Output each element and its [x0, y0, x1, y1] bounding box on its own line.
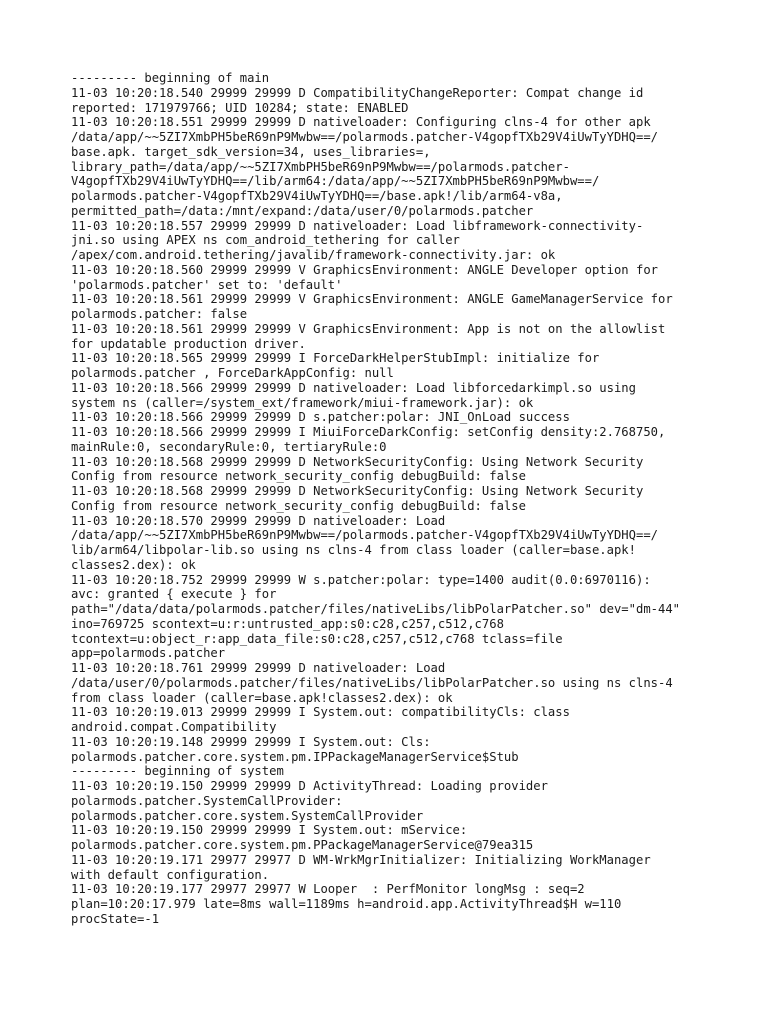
log-line: 11-03 10:20:18.540 29999 29999 D CompatibilityChangeReporter: Compat change id [71, 85, 644, 100]
log-line: from class loader (caller=base.apk!classes2.dex): ok [71, 690, 453, 705]
log-line: 11-03 10:20:18.566 29999 29999 D s.patcher:polar: JNI_OnLoad success [71, 410, 570, 425]
log-line: polarmods.patcher-V4gopfTXb29V4iUwTyYDHQ==/base.apk!/lib/arm64-v8a, [71, 189, 563, 203]
log-line: lib/arm64/libpolar-lib.so using ns clns-4 from class loader (caller=base.apk! [71, 543, 636, 557]
log-line: 11-03 10:20:19.148 29999 29999 I System.out: Cls: [71, 734, 431, 749]
log-line: 11-03 10:20:18.568 29999 29999 D NetworkSecurityConfig: Using Network Security [71, 484, 644, 498]
log-line: 11-03 10:20:18.565 29999 29999 I ForceDarkHelperStubImpl: initialize for [71, 351, 600, 366]
log-line: 11-03 10:20:19.013 29999 29999 I System.out: compatibilityCls: class [71, 705, 570, 720]
log-line: Config from resource network_security_config debugBuild: false [71, 469, 526, 484]
log-line: --------- beginning of main [71, 71, 270, 85]
log-line: Config from resource network_security_config debugBuild: false [71, 498, 526, 513]
log-line: 'polarmods.patcher' set to: 'default' [71, 277, 343, 292]
log-line: V4gopfTXb29V4iUwTyYDHQ==/lib/arm64:/data/app/~~5ZI7XmbPH5beR69nP9Mwbw==/ [71, 174, 600, 189]
log-line: plan=10:20:17.979 late=8ms wall=1189ms h=android.app.ActivityThread$H w=110 [71, 897, 622, 911]
log-line: polarmods.patcher.core.system.pm.IPPackageManagerService$Stub [71, 749, 519, 764]
log-line: 11-03 10:20:18.560 29999 29999 V GraphicsEnvironment: ANGLE Developer option for [71, 262, 658, 277]
log-line: 11-03 10:20:18.561 29999 29999 V GraphicsEnvironment: ANGLE GameManagerService for [71, 292, 673, 307]
log-line: jni.so using APEX ns com_android_tethering for caller [71, 233, 460, 248]
log-line: android.compat.Compatibility [71, 720, 277, 734]
log-line: --------- beginning of system [71, 764, 284, 779]
log-line: system ns (caller=/system_ext/framework/miui-framework.jar): ok [71, 395, 534, 410]
log-line: with default configuration. [71, 867, 270, 882]
log-text-block [71, 71, 761, 927]
log-line: 11-03 10:20:18.570 29999 29999 D nativeloader: Load [71, 513, 446, 528]
log-line: procState=-1 [71, 911, 160, 926]
log-line: mainRule:0, secondaryRule:0, tertiaryRule:0 [71, 439, 387, 454]
log-line: polarmods.patcher.SystemCallProvider: [71, 793, 343, 808]
log-line: path="/data/data/polarmods.patcher/files/nativeLibs/libPolarPatcher.so" dev="dm-44" [71, 602, 681, 616]
log-line: polarmods.patcher , ForceDarkAppConfig: null [71, 366, 394, 380]
log-line: 11-03 10:20:19.150 29999 29999 D ActivityThread: Loading provider [71, 779, 548, 793]
log-line: /data/user/0/polarmods.patcher/files/nativeLibs/libPolarPatcher.so using ns clns-4 [71, 675, 673, 690]
log-line: 11-03 10:20:18.568 29999 29999 D NetworkSecurityConfig: Using Network Security [71, 454, 644, 469]
log-line: 11-03 10:20:18.566 29999 29999 D nativeloader: Load libforcedarkimpl.so using [71, 380, 636, 395]
log-line: reported: 171979766; UID 10284; state: ENABLED [71, 100, 409, 115]
log-line: polarmods.patcher.core.system.pm.PPackageManagerService@79ea315 [71, 838, 534, 852]
log-line: 11-03 10:20:18.566 29999 29999 I MiuiForceDarkConfig: setConfig density:2.768750, [71, 425, 666, 439]
log-line: 11-03 10:20:18.752 29999 29999 W s.patcher:polar: type=1400 audit(0.0:6970116): [71, 572, 651, 587]
log-line: 11-03 10:20:19.177 29977 29977 W Looper : PerfMonitor longMsg : seq=2 [71, 882, 585, 897]
log-line: 11-03 10:20:18.761 29999 29999 D nativeloader: Load [71, 661, 446, 675]
log-line: avc: granted { execute } for [71, 587, 277, 602]
log-line: 11-03 10:20:19.150 29999 29999 I System.out: mService: [71, 823, 468, 838]
log-line: /apex/com.android.tethering/javalib/framework-connectivity.jar: ok [71, 248, 556, 262]
log-line: permitted_path=/data:/mnt/expand:/data/user/0/polarmods.patcher [71, 203, 534, 218]
log-line: tcontext=u:object_r:app_data_file:s0:c28,c257,c512,c768 tclass=file [71, 631, 563, 646]
log-line: polarmods.patcher: false [71, 307, 248, 321]
log-line: 11-03 10:20:19.171 29977 29977 D WM-WrkMgrInitializer: Initializing WorkManager [71, 852, 651, 867]
log-line: for updatable production driver. [71, 336, 306, 351]
log-line: /data/app/~~5ZI7XmbPH5beR69nP9Mwbw==/polarmods.patcher-V4gopfTXb29V4iUwTyYDHQ==/ [71, 528, 658, 543]
log-line: classes2.dex): ok [71, 557, 196, 572]
log-line: 11-03 10:20:18.551 29999 29999 D nativeloader: Configuring clns-4 for other apk [71, 115, 651, 130]
log-line: library_path=/data/app/~~5ZI7XmbPH5beR69nP9Mwbw==/polarmods.patcher- [71, 159, 570, 174]
log-line: app=polarmods.patcher [71, 646, 226, 661]
log-line: base.apk. target_sdk_version=34, uses_libraries=, [71, 144, 431, 159]
log-line: polarmods.patcher.core.system.SystemCallProvider [71, 808, 424, 823]
log-line: 11-03 10:20:18.561 29999 29999 V GraphicsEnvironment: App is not on the allowlist [71, 321, 666, 336]
log-line: 11-03 10:20:18.557 29999 29999 D nativeloader: Load libframework-connectivity- [71, 218, 644, 233]
log-line: ino=769725 scontext=u:r:untrusted_app:s0:c28,c257,c512,c768 [71, 616, 504, 631]
log-line: /data/app/~~5ZI7XmbPH5beR69nP9Mwbw==/polarmods.patcher-V4gopfTXb29V4iUwTyYDHQ==/ [71, 130, 658, 144]
